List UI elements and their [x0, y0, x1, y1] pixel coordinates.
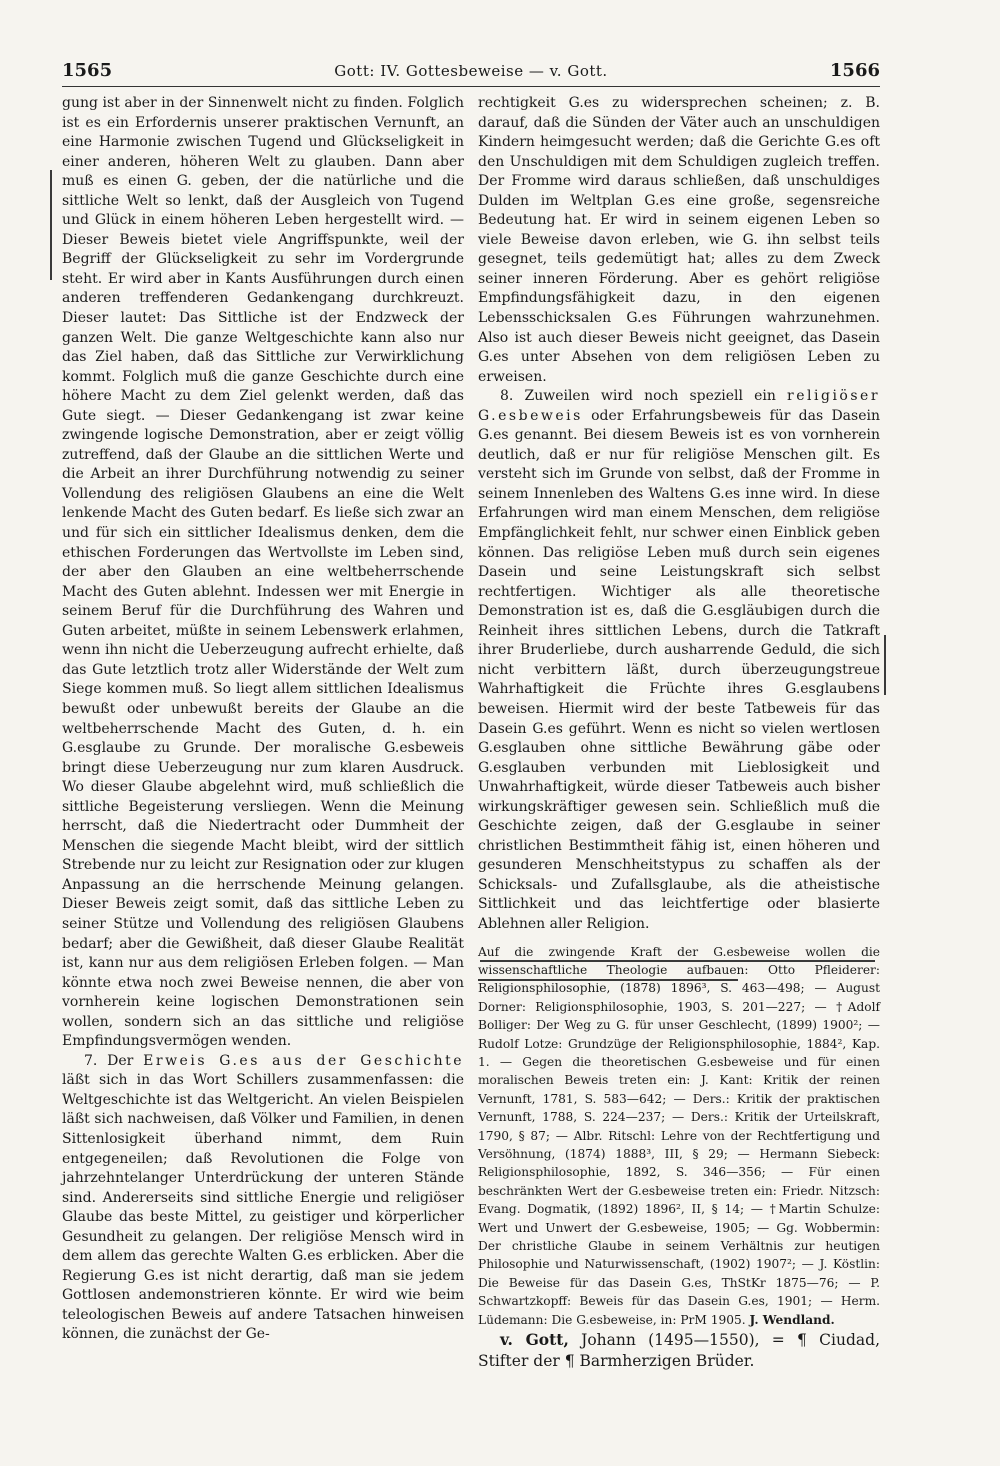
lemma-entry	[478, 1329, 880, 1372]
right-column	[478, 94, 880, 1372]
section-8-heading: religiöser G.esbeweis	[478, 388, 881, 424]
pen-underline-1	[480, 960, 875, 962]
left-paragraph-1: gung ist aber in der Sinnenwelt nicht zu finden. Folglich ist es ein Erfordernis unserer praktischen Vernunft, an eine Harmonie zwischen Tugend und Glückseligkeit in einer anderen, höheren Welt zu glauben. Dann aber muß es einen G. geben, der die natürliche und die sittliche Welt so lenkt, daß der Ausgleich von Tugend und Glück in einem höheren Leben hergestellt wird. — Dieser Beweis bietet viele Angriffspunkte, weil der Begriff der Glückseligkeit zu sehr im Vordergrunde steht. Er wird aber in Kants Ausführungen durch einen anderen treffenderen Gedankengang durchkreuzt. Dieser lautet: Das Sittliche ist der Endzweck der ganzen Welt. Die ganze Weltgeschichte kann also nur das Ziel haben, daß das Sittliche zur Verwirklichung kommt. Folglich muß die ganze Geschichte durch eine höhere Macht zu dem Ziel gelenkt werden, daß das Gute siegt. — Dieser Gedankengang ist zwar keine zwingende logische Demonstration, aber er zeigt völlig zutreffend, daß der Glaube an die sittlichen Werte und die Arbeit an ihrer Durchführung notwendig zu seiner Vollendung des religiösen Glaubens an eine die Welt lenkende Macht des Guten bedarf. Es ließe sich zwar an und für sich ein sittlicher Idealismus denken, dem die ethischen Forderungen das Wertvollste im Leben sind, der aber den Glauben an eine weltbeherrschende Macht des Guten ablehnt. Indessen wer mit Energie in seinem Beruf für die Durchführung des Wahren und Guten arbeitet, müßte in seinem Lebenswerk erlahmen, wenn ihn nicht die Ueberzeugung aufrecht erhielte, daß das Gute letztlich trotz aller Widerstände der Welt zum Siege kommen muß. So liegt allem sittlichen Idealismus bewußt oder unbewußt bereits der Glaube an die weltbeherrschende Macht des Guten, d. h. ein G.esglaube zu Grunde. Der moralische G.esbeweis bringt diese Ueberzeugung nur zum klaren Ausdruck. Wo dieser Glaube abgelehnt wird, muß schließlich die sittliche Begeisterung versliegen. Wenn die Meinung herrscht, daß die Niedertracht oder Dummheit der Menschen die siegende Macht bleibt, wird der sittlich Strebende nur zu leicht zur Resignation oder zur klugen Anpassung an die herrschende Meinung gelangen. Dieser Beweis zeigt somit, daß das sittliche Leben zu seiner Stütze und Vollendung des religiösen Glaubens bedarf; aber die Gewißheit, daß dieser Glaube Realität ist, kann nur aus dem religiösen Erleben folgen. — Man könnte etwa noch zwei Beweise nennen, die aber von vornherein keine logischen Demonstrationen sein wollen, sondern sich an das sittliche und religiöse Empfindungsvermögen wenden.	[62, 95, 464, 1050]
lemma-text: Johann (1495—1550), = ¶ Ciudad, Stifter der ¶ Barmherzigen Brüder.	[478, 1331, 880, 1371]
margin-pen-mark-right	[884, 635, 886, 695]
section-8-intro: 8. Zuweilen wird noch speziell ein	[500, 388, 776, 405]
page-header	[62, 58, 880, 87]
literature-text: Auf die zwingende Kraft der G.esbeweise wollen die wissenschaftliche Theologie aufbauen: Otto Pfleiderer: Religionsphilosophie, (1878) 1896³, S. 463—498; — August Dorner: Religionsphilosophie, 1903, S. 201—227; — †Adolf Bolliger: Der Weg zu G. für unser Geschlecht, (1899) 1900²; — Rudolf Lotze: Grundzüge der Religionsphilosophie, 1884², Kap. 1. — Gegen die theoretischen G.esbeweise und für einen moralischen Beweis treten ein: J. Kant: Kritik der reinen Vernunft, 1781, S. 583—642; — Ders.: Kritik der praktischen Vernunft, 1788, S. 224—237; — Ders.: Kritik der Urteilskraft, 1790, § 87; — Albr. Ritschl: Lehre von der Rechtfertigung und Versöhnung, (1874) 1888³, III, § 29; — Hermann Siebeck: Religionsphilosophie, 1892, S. 346—356; — Für einen beschränkten Wert der G.esbeweise treten ein: Friedr. Nitzsch: Evang. Dogmatik, (1892) 1896², II, § 14; — †Martin Schulze: Wert und Unwert der G.esbeweise, 1905; — Gg. Wobbermin: Der christliche Glaube in seinem Verhältnis zur heutigen Philosophie und Naturwissenschaft, (1902) 1907²; — J. Köstlin: Die Beweise für das Dasein G.es, ThStKr 1875—76; — P. Schwartzkopff: Beweis für das Dasein G.es, 1901; — Herm. Lüdemann: Die G.esbeweise, in: PrM 1905.	[478, 944, 880, 1327]
lemma-name: v. Gott,	[500, 1330, 569, 1350]
right-paragraph-2	[478, 387, 880, 934]
section-7-number: 7. Der	[84, 1052, 134, 1069]
left-page-number: 1565	[62, 60, 113, 81]
left-column	[62, 94, 464, 1345]
left-paragraph-2	[62, 1052, 464, 1345]
section-7-heading: Erweis G.es aus der Geschichte	[143, 1052, 465, 1069]
right-page-number: 1566	[829, 60, 880, 81]
section-7-text: läßt sich in das Wort Schillers zusammenfassen: die Weltgeschichte ist das Weltgericht. An vielen Beispielen läßt sich nachweisen, daß Völker und Familien, in denen Sittenlosigkeit überhand nimmt, dem Ruin entgegeneilen; daß Revolutionen die Folge von jahrzehntelanger Unterdrückung der unteren Stände sind. Andererseits sind sittliche Energie und religiöser Glaube das beste Mittel, zu geistiger und körperlicher Gesundheit zu gelangen. Der religiöse Mensch wird in dem allem das gerechte Walten G.es erblicken. Aber die Regierung G.es ist nicht derartig, daß man sie jedem Gottlosen andemonstrieren könnte. Er wird wie beim teleologischen Beweis auf andere Tatsachen hinweisen können, die zunächst der Ge-	[62, 1072, 464, 1343]
margin-pen-mark-left	[50, 170, 52, 280]
running-title: Gott: IV. Gottesbeweise — v. Gott.	[334, 62, 608, 80]
article-author: J. Wendland.	[749, 1312, 835, 1327]
literature-block	[478, 943, 880, 1330]
pen-underline-2	[478, 979, 738, 981]
right-paragraph-1: rechtigkeit G.es zu widersprechen scheinen; z. B. darauf, daß die Sünden der Väter auch an unschuldigen Kindern heimgesucht werden; daß die Gerichte G.es oft den Unschuldigen mit dem Schuldigen zugleich treffen. Der Fromme wird daraus schließen, daß unschuldiges Dulden im Weltplan G.es eine große, segensreiche Bedeutung hat. Er wird in seinem eigenen Leben so viele Beweise davon erleben, wie G. ihn selbst teils gesegnet, teils gedemütigt hat; alles zu dem Zweck seiner inneren Förderung. Aber es gehört religiöse Empfindungsfähigkeit dazu, in den eigenen Lebensschicksalen G.es Führungen wahrzunehmen. Also ist auch dieser Beweis nicht geeignet, das Dasein G.es unter Absehen von dem religiösen Leben zu erweisen.	[478, 95, 880, 385]
section-8-text: oder Erfahrungsbeweis für das Dasein G.es genannt. Bei diesem Beweis ist es von vornherein deutlich, daß er nur für religiöse Menschen gilt. Es versteht sich im Grunde von selbst, daß der Fromme in seinem Innenleben des Waltens G.es inne wird. In diese Erfahrungen wird man einem Menschen, dem religiöse Empfänglichkeit fehlt, nur schwer einen Einblick geben können. Das religiöse Leben muß durch sein eigenes Dasein und seine Leistungskraft sich selbst rechtfertigen. Wichtiger als alle theoretische Demonstration ist es, daß die G.esgläubigen durch die Reinheit ihres sittlichen Lebens, durch die Tatkraft ihrer Bruderliebe, durch ausharrende Geduld, die sich nicht verbittern läßt, durch überzeugungstreue Wahrhaftigkeit die Früchte ihres G.esglaubens beweisen. Hiermit wird der beste Tatbeweis für das Dasein G.es geführt. Wenn es nicht so vielen wertlosen G.esglauben ohne sittliche Bewährung gäbe oder G.esglauben verbunden mit Lieblosigkeit und Unwahrhaftigkeit, würde dieser Tatbeweis auch bisher wirkungskräftiger gewesen sein. Schließlich muß die Geschichte zeigen, daß der G.esglaube in seiner christlichen Bestimmtheit fähig ist, einen höheren und gesunderen Menschheitstypus zu schaffen als der Schicksals- und Zufallsglaube, als die atheistische Sittlichkeit und das leichtfertige oder blasierte Ablehnen aller Religion.	[478, 407, 880, 932]
